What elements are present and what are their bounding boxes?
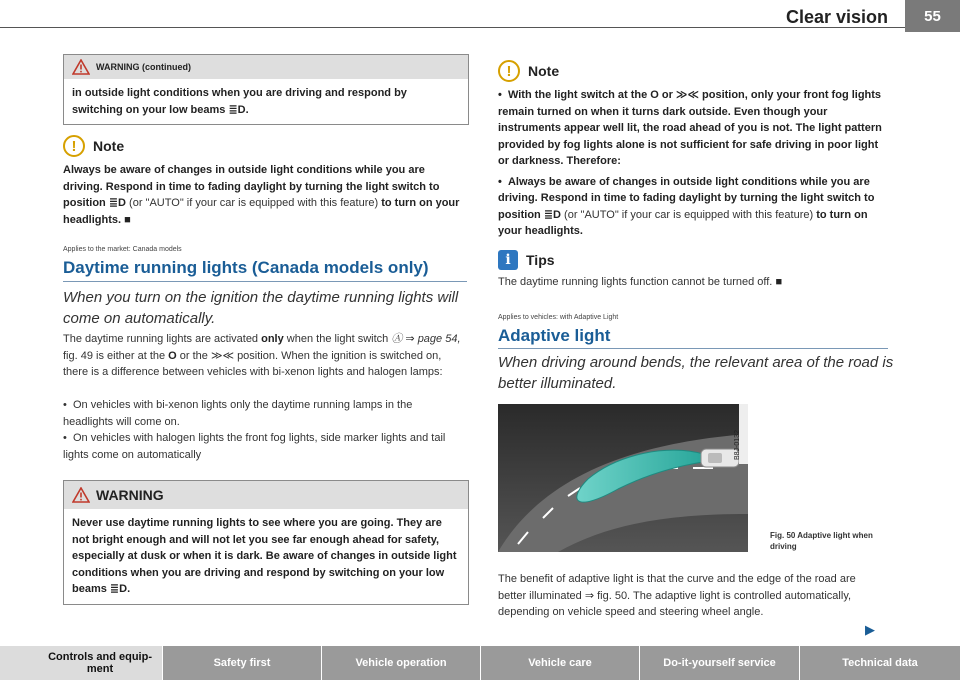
exclamation-circle-icon: ! bbox=[498, 60, 520, 82]
drl-bullet-2-text: On vehicles with halogen lights the front fog lights, side marker lights and tail lights come on automatically bbox=[63, 432, 446, 461]
note-left bbox=[63, 135, 467, 228]
warning-continued-box bbox=[63, 54, 469, 125]
note-right-mid: (or "AUTO" if your car is equipped with this feature) bbox=[561, 208, 817, 221]
drl-text-d: fig. 49 is either at the bbox=[63, 349, 169, 362]
tab-diy-service[interactable]: Do-it-yourself service bbox=[640, 646, 800, 680]
note-left-header bbox=[63, 135, 467, 157]
page-number: 55 bbox=[905, 0, 960, 32]
figure-caption: Fig. 50 Adaptive light when driving bbox=[770, 531, 873, 551]
applies-right: Applies to vehicles: with Adaptive Light bbox=[498, 314, 619, 321]
tips-title: Tips bbox=[526, 252, 555, 268]
warning-triangle-icon bbox=[72, 487, 90, 503]
footer-nav bbox=[0, 646, 960, 680]
tab-vehicle-care[interactable]: Vehicle care bbox=[481, 646, 640, 680]
tips-section bbox=[498, 250, 888, 291]
adaptive-light-figure bbox=[498, 404, 748, 552]
note-right-bullet-1-text: With the light switch at the O or ≫≪ position, only your front fog lights remain turned on when it turns dark outside. Even though your instruments appear well lit, the road ahead of you is not. The light pattern provided by fog lights alone is not sufficient for safe driving in poor light or darkness. Therefore: bbox=[498, 89, 882, 167]
note-left-mid: (or "AUTO" if your car is equipped with this feature) bbox=[126, 197, 382, 209]
drl-paragraph bbox=[63, 331, 463, 381]
note-left-bold: Always be aware of changes in outside light conditions while you are driving. Respond in time to fading daylight by turning the light switch to position bbox=[63, 164, 440, 209]
adaptive-paragraph: The benefit of adaptive light is that the curve and the edge of the road are better illuminated ⇒ fig. 50. The adaptive light is controlled automatically, depending on vehicle speed and steering wheel angle. bbox=[498, 573, 856, 618]
warning-continued-title: WARNING (continued) bbox=[96, 62, 191, 72]
section-rule-adaptive bbox=[498, 348, 888, 349]
tab-vehicle-operation[interactable]: Vehicle operation bbox=[322, 646, 481, 680]
tab-technical-data[interactable]: Technical data bbox=[800, 646, 960, 680]
section-title-adaptive: Adaptive light bbox=[498, 326, 611, 345]
page-ref-link[interactable]: Ⓐ ⇒ page 54, bbox=[391, 333, 461, 345]
warning-box bbox=[63, 480, 469, 605]
lowbeam-symbol: ≣D bbox=[543, 208, 561, 221]
note-left-title: Note bbox=[93, 138, 125, 154]
lead-drl: When you turn on the ignition the daytime running lights will come on automatically. bbox=[63, 289, 459, 327]
note-left-end: to turn on your headlights. bbox=[63, 197, 460, 226]
drl-text-o: O bbox=[168, 349, 177, 362]
section-rule-drl bbox=[63, 281, 467, 282]
drl-text-a: The daytime running lights are activated bbox=[63, 333, 262, 345]
tips-body-text: The daytime running lights function cannot be turned off. bbox=[498, 276, 773, 288]
drl-bullet-1 bbox=[63, 397, 463, 430]
note-right-bullet-2-text: Always be aware of changes in outside light conditions while you are driving. Respond in time to fading daylight by turning the light switch to position bbox=[498, 175, 875, 221]
warning-body: Never use daytime running lights to see where you are going. They are not bright enough and will not let you see far enough ahead for safety, especially at dusk or when it is dark. Be aware of changes in outside light conditions when you are driving and respond by switching on your low beams ≣D. bbox=[72, 517, 457, 595]
next-page-arrow-icon[interactable]: ▶ bbox=[865, 622, 875, 637]
note-right-bullet-1 bbox=[498, 87, 888, 170]
bullet-dot: • bbox=[498, 89, 508, 101]
applies-left: Applies to the market: Canada models bbox=[63, 246, 182, 253]
drl-bullet-2 bbox=[63, 430, 463, 463]
warning-continued-body: in outside light conditions when you are driving and respond by switching on your low beams ≣D. bbox=[72, 87, 407, 116]
info-icon: i bbox=[498, 250, 518, 270]
tips-header bbox=[498, 250, 888, 270]
drl-text-c: when the light switch bbox=[283, 333, 392, 345]
note-right-bullet-2 bbox=[498, 174, 888, 240]
warning-title: WARNING bbox=[96, 487, 164, 503]
lowbeam-symbol: ≣D bbox=[108, 197, 126, 209]
bullet-dot: • bbox=[63, 399, 73, 411]
tips-body bbox=[498, 274, 888, 291]
end-mark: ■ bbox=[775, 276, 783, 288]
note-right-title: Note bbox=[528, 63, 560, 79]
adaptive-light-illustration bbox=[498, 404, 748, 552]
note-right bbox=[498, 60, 888, 240]
warning-continued-header bbox=[64, 55, 468, 79]
drl-bullet-1-text: On vehicles with bi-xenon lights only the daytime running lamps in the headlights will come on. bbox=[63, 399, 413, 428]
page-title: Clear vision bbox=[785, 7, 888, 27]
bullet-dot: • bbox=[498, 175, 508, 188]
drl-text-only: only bbox=[261, 333, 284, 345]
bullet-dot: • bbox=[63, 432, 73, 444]
figure-code: B8J-0132 bbox=[734, 430, 741, 460]
end-mark: ■ bbox=[124, 213, 131, 226]
exclamation-circle-icon: ! bbox=[63, 135, 85, 157]
note-left-body bbox=[63, 162, 467, 228]
warning-triangle-icon bbox=[72, 59, 90, 75]
lead-adaptive: When driving around bends, the relevant area of the road is better illuminated. bbox=[498, 354, 894, 392]
note-right-end: to turn on your headlights. bbox=[498, 208, 868, 237]
section-title-drl: Daytime running lights (Canada models only) bbox=[63, 258, 429, 277]
drl-text-f: or the ≫≪ position. When the ignition is switched on, there is a difference between vehicles with bi-xenon lights and halogen lamps: bbox=[63, 349, 443, 378]
tab-controls[interactable]: Controls and equip- ment bbox=[0, 646, 163, 680]
warning-header bbox=[64, 481, 468, 509]
tab-safety[interactable]: Safety first bbox=[163, 646, 322, 680]
note-right-header bbox=[498, 60, 888, 82]
